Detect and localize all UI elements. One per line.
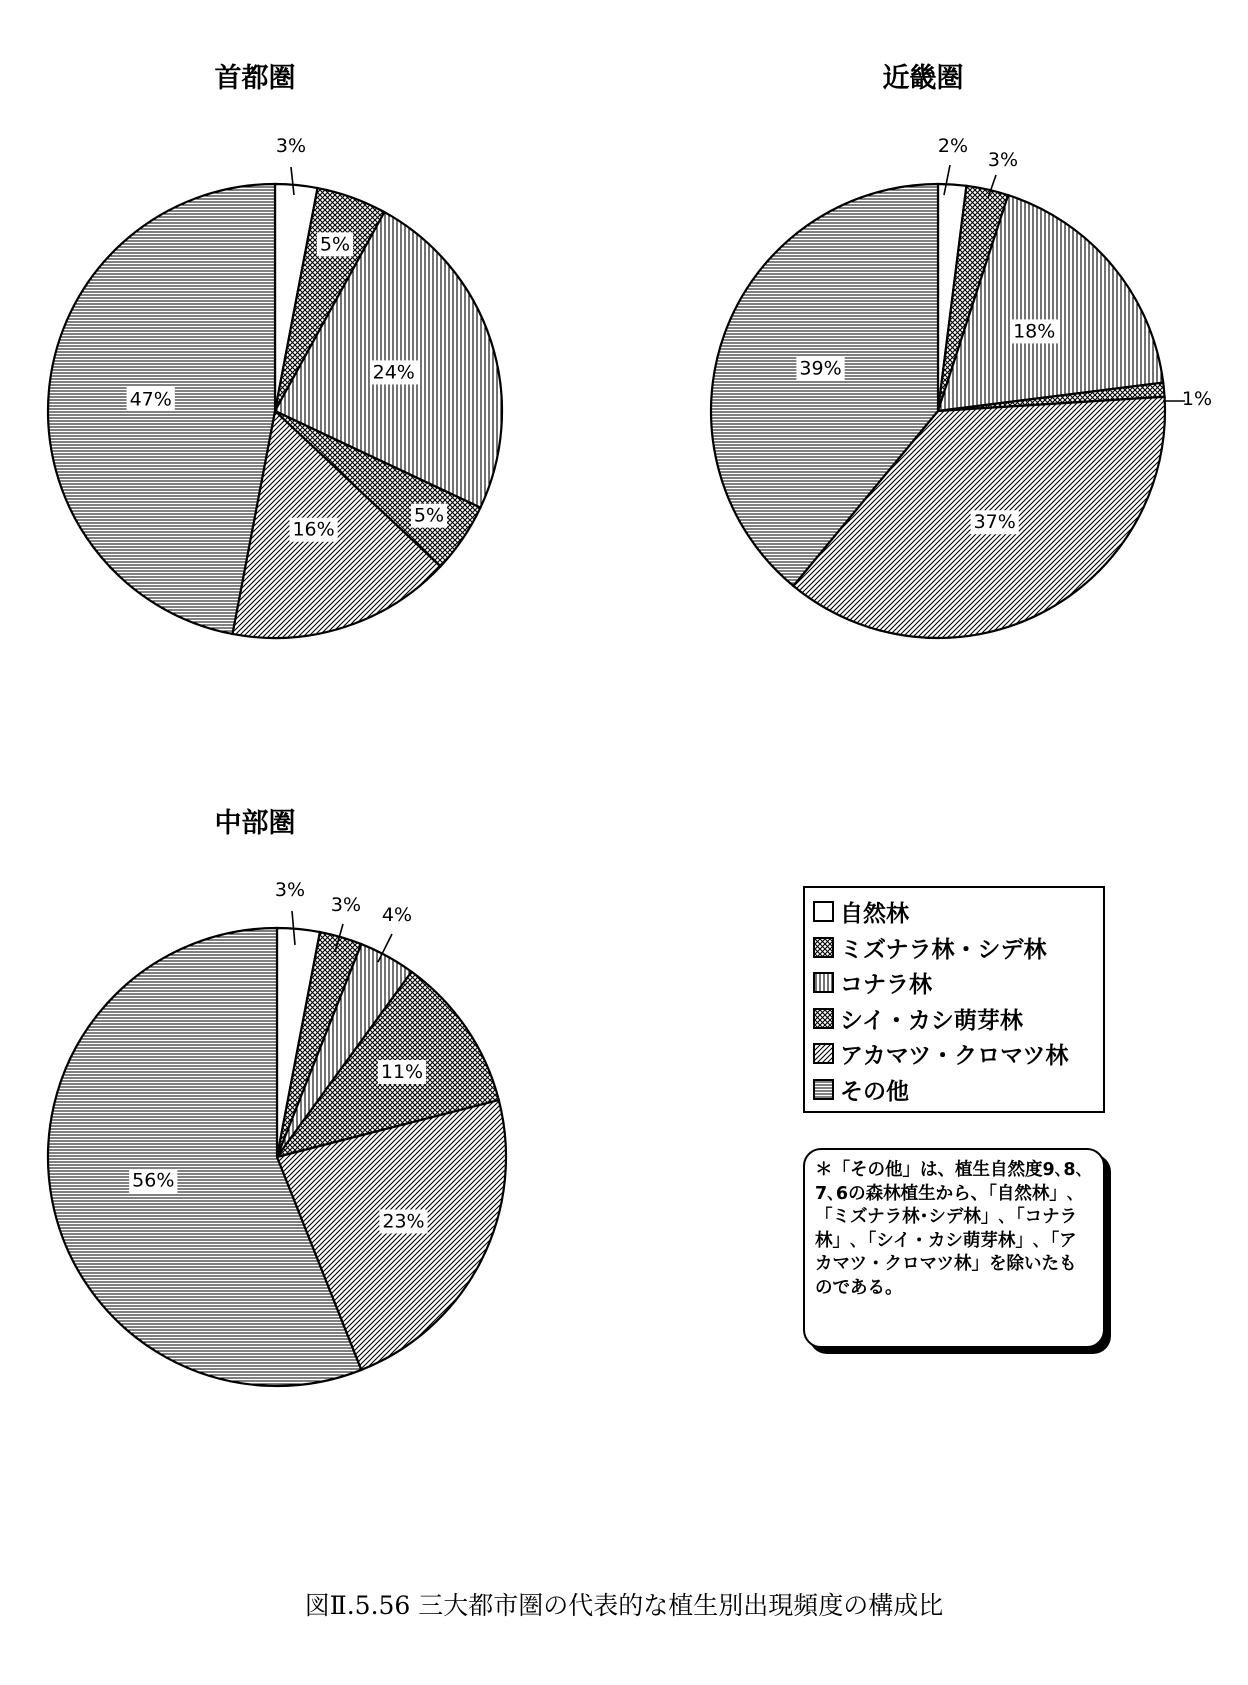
legend-swatch	[813, 1079, 834, 1100]
slice-label: 5%	[319, 233, 351, 256]
pie-title-kinki: 近畿圏	[882, 63, 964, 94]
slice-label: 39%	[799, 357, 842, 380]
slice-label: 56%	[132, 1169, 175, 1192]
legend-item	[813, 930, 1095, 966]
slice-label: 16%	[292, 518, 335, 541]
legend-item	[813, 894, 1095, 930]
slice-label: 11%	[380, 1061, 424, 1084]
legend-swatch	[813, 972, 834, 993]
slice-label: 3%	[330, 894, 362, 916]
slice-label: 1%	[1181, 388, 1213, 410]
slice-label: 3%	[274, 879, 306, 901]
legend-label: シイ・カシ萌芽林	[840, 1007, 1023, 1034]
slice-label: 5%	[413, 504, 445, 527]
slice-label: 24%	[372, 361, 415, 384]
slice-label: 3%	[275, 135, 307, 157]
slice-label: 4%	[381, 904, 413, 926]
slice-label: 18%	[1013, 320, 1056, 343]
legend-item	[813, 1036, 1095, 1072]
legend-item	[813, 965, 1095, 1001]
slice-label: 37%	[973, 511, 1016, 534]
legend-swatch	[813, 901, 834, 922]
slice-label: 23%	[382, 1210, 425, 1233]
slice-label: 3%	[987, 149, 1019, 171]
footnote-box: ＊「その他」は、植生自然度9､8､7､6の森林植生から、「自然林」､「ミズナラ林･シデ林」､「コナラ林」､「シイ・カシ萌芽林」､「アカマツ・クロマツ林」を除いたものである。	[803, 1148, 1105, 1348]
legend-swatch	[813, 1043, 834, 1064]
legend-item	[813, 1072, 1095, 1108]
legend-label: その他	[840, 1078, 909, 1105]
slice-label: 2%	[937, 135, 969, 157]
pie-slices	[48, 928, 506, 1386]
legend-item	[813, 1001, 1095, 1037]
legend	[803, 886, 1105, 1113]
slice-label: 47%	[129, 388, 172, 411]
figure-caption: 図Ⅱ.5.56 三大都市圏の代表的な植生別出現頻度の構成比	[304, 1591, 944, 1620]
legend-swatch	[813, 937, 834, 958]
pie-title-shutoken: 首都圏	[214, 63, 296, 94]
pie-title-chubu: 中部圏	[214, 808, 296, 839]
legend-label: 自然林	[840, 901, 909, 928]
legend-swatch	[813, 1008, 834, 1029]
legend-label: アカマツ・クロマツ林	[840, 1043, 1069, 1070]
legend-label: ミズナラ林・シデ林	[840, 936, 1047, 963]
legend-label: コナラ林	[840, 972, 932, 999]
